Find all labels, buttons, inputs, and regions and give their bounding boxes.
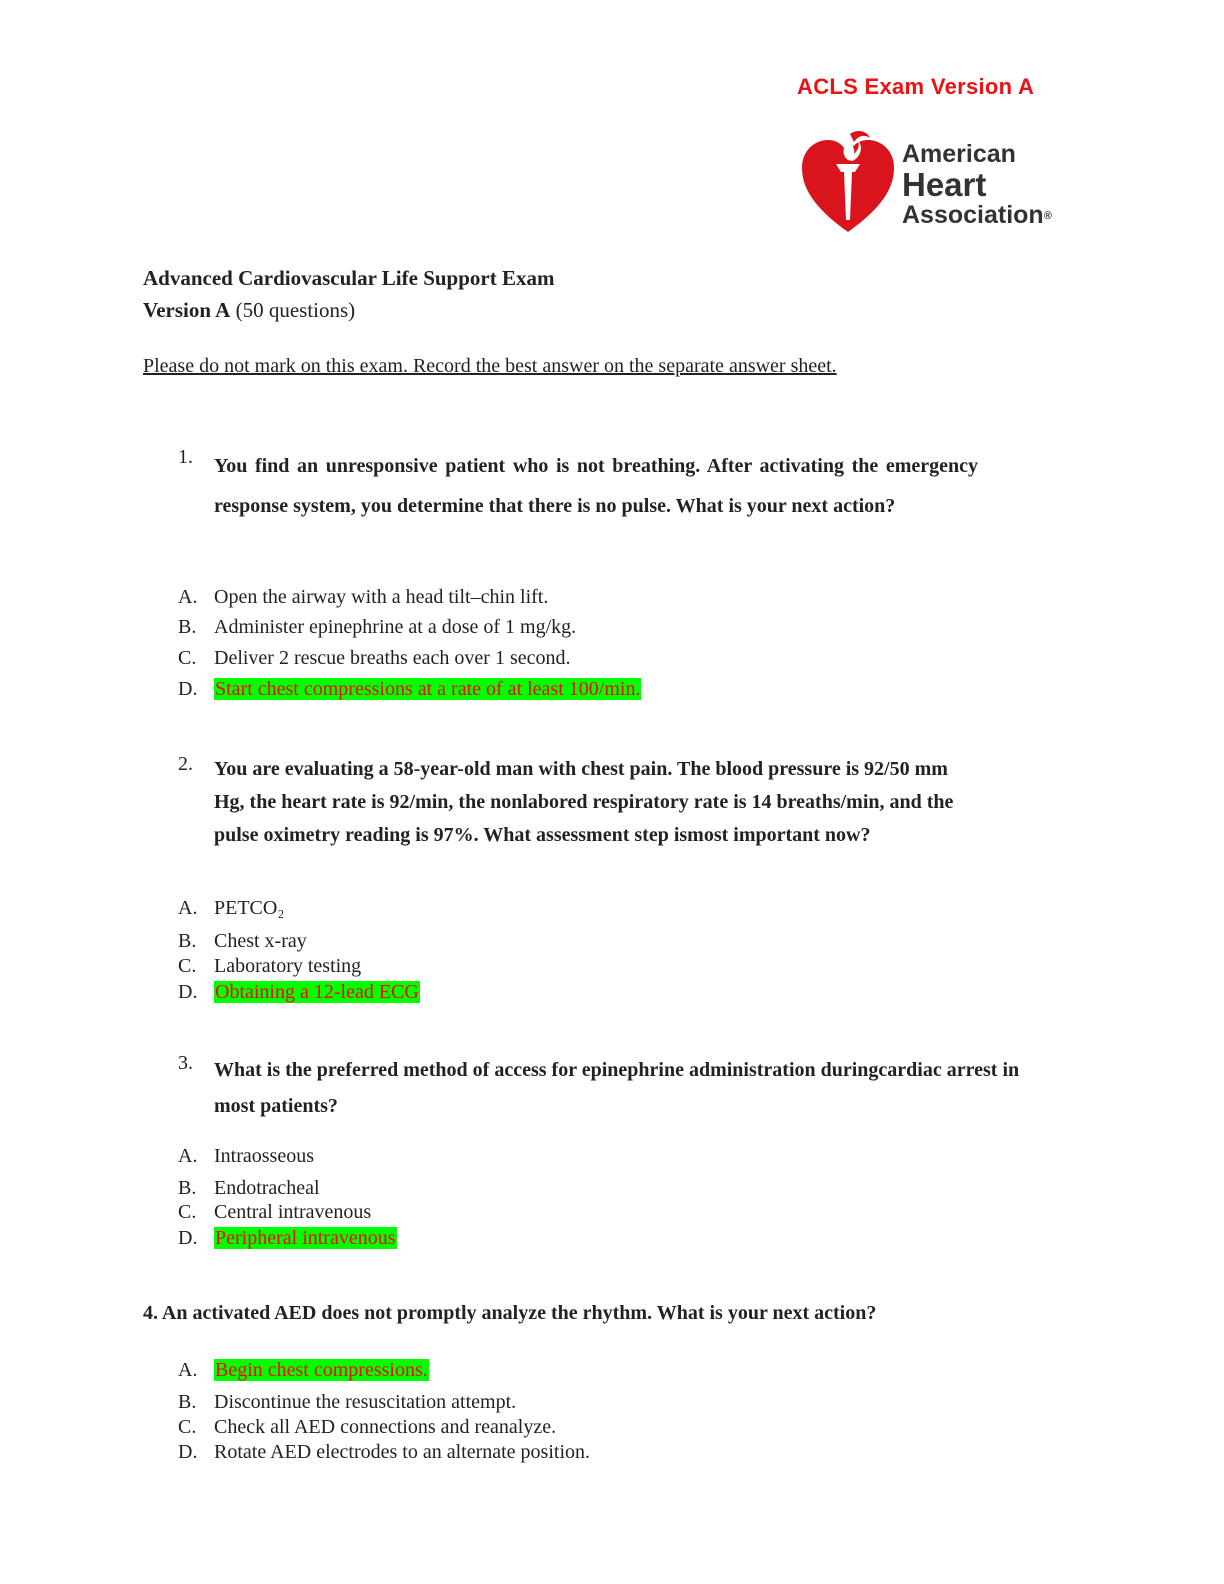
option-letter: D. — [178, 1227, 198, 1249]
option-2c — [178, 953, 361, 979]
logo-line-heart: Heart — [902, 166, 987, 203]
option-text: Chest x-ray — [214, 930, 307, 952]
logo-registered-mark: ® — [1043, 209, 1052, 222]
version-detail: (50 questions) — [235, 298, 356, 322]
option-text: Endotracheal — [214, 1177, 320, 1199]
option-text: Rotate AED electrodes to an alternate position. — [214, 1441, 590, 1463]
exam-instructions: Please do not mark on this exam. Record the best answer on the separate answer sheet. — [143, 355, 837, 377]
option-4d — [178, 1439, 590, 1465]
option-letter: B. — [178, 930, 197, 952]
question-2 — [178, 753, 968, 852]
option-text: Intraosseous — [214, 1145, 314, 1167]
option-letter: B. — [178, 616, 197, 638]
option-3b — [178, 1175, 320, 1201]
option-text: PETCO₂ — [214, 897, 285, 919]
option-text: Check all AED connections and reanalyze. — [214, 1416, 557, 1438]
option-text: Open the airway with a head tilt–chin lift. — [214, 586, 549, 608]
question-4: 4. An activated AED does not promptly analyze the rhythm. What is your next action? — [143, 1302, 877, 1324]
option-letter: B. — [178, 1391, 197, 1413]
option-letter: D. — [178, 678, 198, 700]
correct-answer-highlight: Peripheral intravenous — [215, 1227, 396, 1249]
option-text: Discontinue the resuscitation attempt. — [214, 1391, 517, 1413]
correct-answer-highlight: Obtaining a 12-lead ECG — [215, 981, 419, 1003]
option-text: Laboratory testing — [214, 955, 362, 977]
question-number: 3. — [178, 1052, 193, 1074]
heart-torch-icon — [800, 128, 896, 238]
option-4c — [178, 1414, 556, 1440]
option-letter: C. — [178, 955, 197, 977]
question-1 — [178, 446, 978, 526]
correct-answer-highlight: Begin chest compressions. — [215, 1359, 428, 1381]
option-2b — [178, 928, 307, 954]
option-2d-correct — [178, 979, 420, 1005]
option-4a-correct — [178, 1357, 429, 1383]
option-text: Administer epinephrine at a dose of 1 mg/kg. — [214, 616, 577, 638]
exam-title: Advanced Cardiovascular Life Support Exam — [143, 266, 555, 290]
option-letter: A. — [178, 897, 198, 919]
option-1a — [178, 584, 548, 610]
exam-version — [143, 298, 355, 323]
option-1d-correct — [178, 676, 641, 702]
option-letter: D. — [178, 1441, 198, 1463]
option-letter: A. — [178, 1359, 198, 1381]
option-2a — [178, 895, 284, 921]
question-text: You are evaluating a 58-year-old man with chest pain. The blood pressure is 92/50 mm Hg, the heart rate is 92/min, the nonlabored respiratory rate is 14 breaths/min, and the pulse oximetry reading is 97%. What assessment step ismost important now? — [214, 758, 954, 846]
option-3a — [178, 1143, 314, 1169]
option-4b — [178, 1389, 516, 1415]
question-3 — [178, 1052, 1028, 1124]
aha-logo — [800, 128, 1080, 238]
question-text: What is the preferred method of access for epinephrine administration duringcardiac arrest in most patients? — [214, 1059, 1020, 1117]
option-1b — [178, 614, 576, 640]
question-number: 2. — [178, 753, 193, 775]
version-label: Version A — [143, 298, 231, 322]
option-3c — [178, 1199, 371, 1225]
option-letter: A. — [178, 1145, 198, 1167]
option-3d-correct — [178, 1225, 397, 1251]
option-1c — [178, 645, 571, 671]
option-letter: C. — [178, 647, 197, 669]
option-text: Central intravenous — [214, 1201, 372, 1223]
option-letter: C. — [178, 1201, 197, 1223]
question-text: You find an unresponsive patient who is not breathing. After activating the emergency response system, you determine that there is no pulse. What is your next action? — [214, 455, 978, 517]
option-text: Deliver 2 rescue breaths each over 1 second. — [214, 647, 571, 669]
logo-line-american: American — [902, 140, 1016, 168]
question-number: 1. — [178, 446, 193, 468]
exam-version-title: ACLS Exam Version A — [797, 74, 1035, 99]
option-letter: C. — [178, 1416, 197, 1438]
correct-answer-highlight: Start chest compressions at a rate of at least 100/min. — [215, 678, 641, 700]
option-letter: B. — [178, 1177, 197, 1199]
option-letter: A. — [178, 586, 198, 608]
option-letter: D. — [178, 981, 198, 1003]
logo-line-association: Association — [902, 201, 1044, 229]
